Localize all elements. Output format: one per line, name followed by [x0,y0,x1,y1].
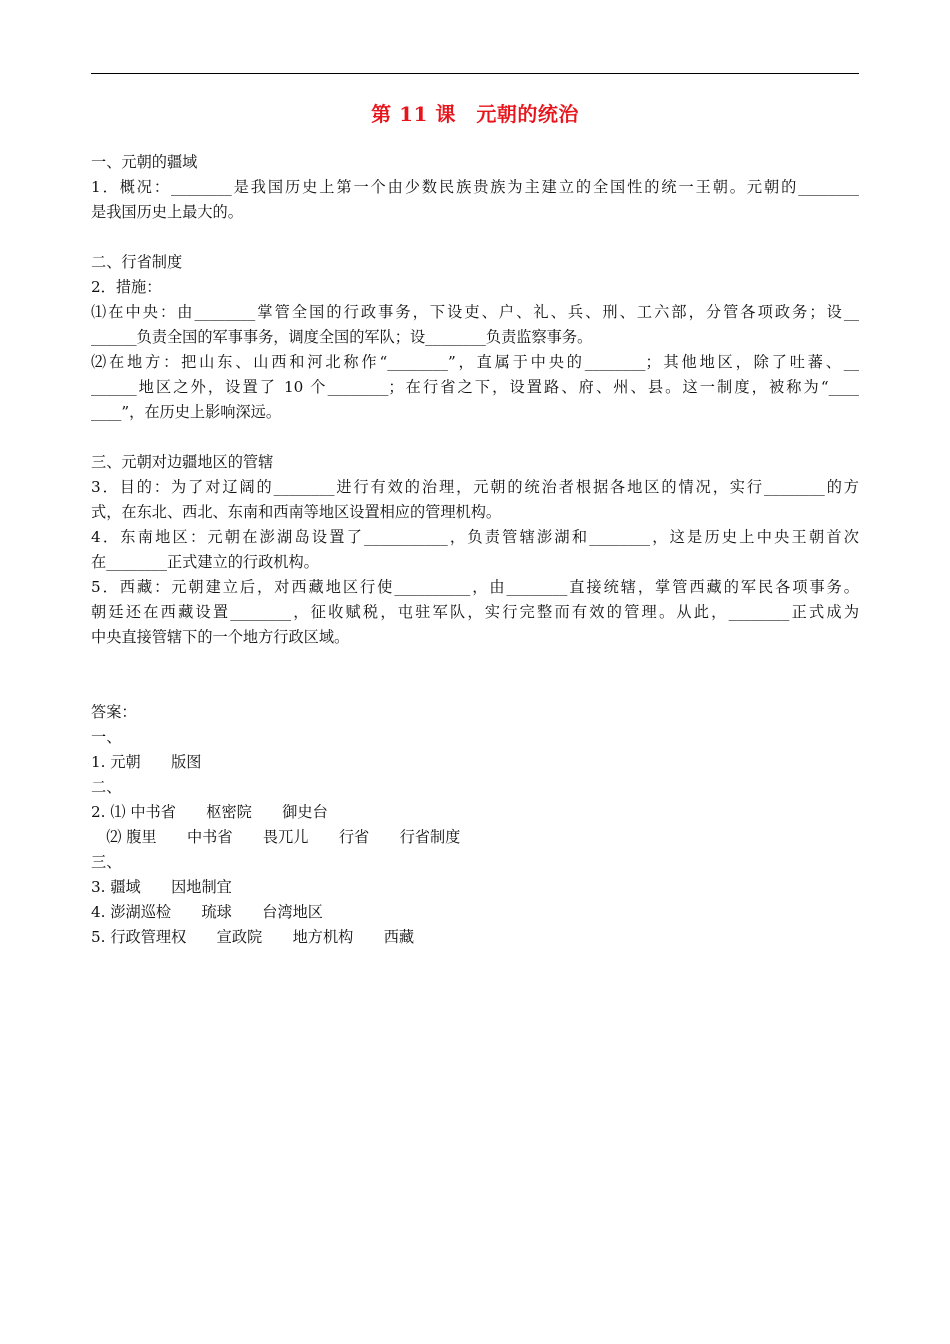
spacer [91,650,859,675]
spacer [91,675,859,700]
question-line: 朝廷还在西藏设置________，征收赋税，屯驻军队，实行完整而有效的管理。从此，________正式成为 [91,603,859,621]
spacer [91,225,859,250]
question-line: 在________正式建立的行政机构。 [91,553,319,571]
section-heading: 三、元朝对边疆地区的管辖 [91,453,274,471]
question-line: ______地区之外，设置了 10 个________；在行省之下，设置路、府、州、县。这一制度，被称为“____ [91,378,859,396]
question-line: 3．目的：为了对辽阔的________进行有效的治理，元朝的统治者根据各地区的情况，实行________的方 [91,478,859,496]
question-line: 1．概况：________是我国历史上第一个由少数民族贵族为主建立的全国性的统一王朝。元朝的________ [91,178,859,196]
spacer [91,425,859,450]
question-line: 2．措施： [91,278,162,296]
question-line: 4．东南地区：元朝在澎湖岛设置了___________，负责管辖澎湖和________，这是历史上中央王朝首次 [91,528,859,546]
answer-line: 1. 元朝 版图 [91,753,202,771]
answer-line: 2. ⑴ 中书省 枢密院 御史台 [91,803,328,821]
document-body [91,150,859,950]
answer-line: 3. 疆域 因地制宜 [91,878,232,896]
question-line: ____”，在历史上影响深远。 [91,403,282,421]
answer-line: ⑵ 腹里 中书省 畏兀儿 行省 行省制度 [91,828,461,846]
question-line: ⑵在地方：把山东、山西和河北称作“________”，直属于中央的________；其他地区，除了吐蕃、__ [91,353,859,371]
question-line: 中央直接管辖下的一个地方行政区域。 [91,628,350,646]
answer-line: 4. 澎湖巡检 琉球 台湾地区 [91,903,323,921]
header-rule [91,73,859,74]
question-line: ⑴在中央：由________掌管全国的行政事务，下设吏、户、礼、兵、刑、工六部，分管各项政务；设__ [91,303,859,321]
section-heading: 二、行省制度 [91,253,183,271]
section-heading: 一、元朝的疆域 [91,153,198,171]
answers-label: 答案： [91,703,137,721]
question-line: 是我国历史上最大的。 [91,203,243,221]
question-line: 式，在东北、西北、东南和西南等地区设置相应的管理机构。 [91,503,502,521]
page-title: 第 11 课 元朝的统治 [371,102,579,126]
answer-line: 二、 [91,778,122,796]
question-line: ______负责全国的军事事务，调度全国的军队；设________负责监察事务。 [91,328,593,346]
question-line: 5．西藏：元朝建立后，对西藏地区行使__________，由________直接统辖，掌管西藏的军民各项事务。 [91,578,859,596]
answer-line: 5. 行政管理权 宣政院 地方机构 西藏 [91,928,415,946]
answer-line: 三、 [91,853,122,871]
answer-line: 一、 [91,728,122,746]
